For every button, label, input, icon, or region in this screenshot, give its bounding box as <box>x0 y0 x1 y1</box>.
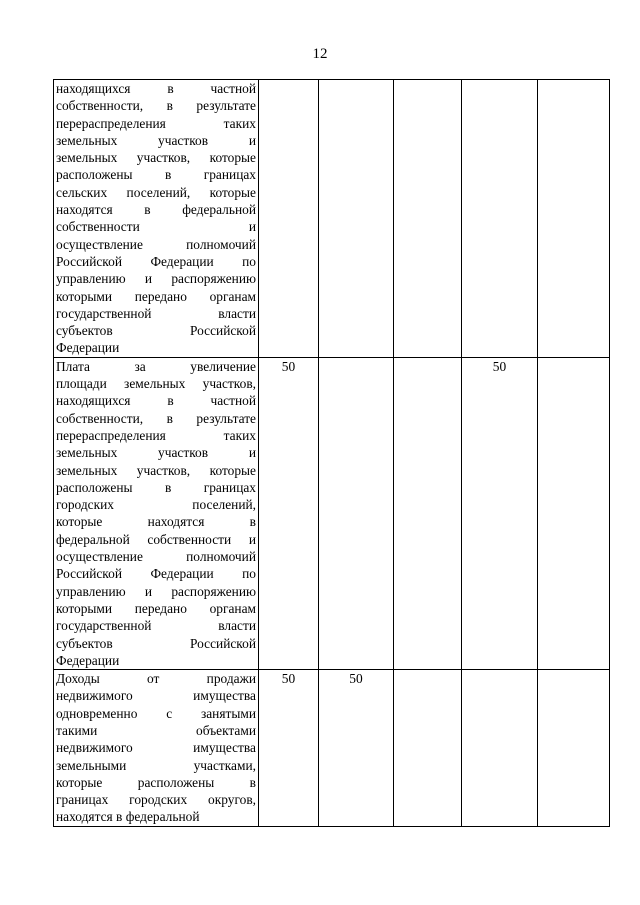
description-line: находящихся в частной <box>56 393 256 409</box>
description-line: недвижимого имущества <box>56 740 256 756</box>
description-line: управлению и распоряжению <box>56 271 256 287</box>
description-line: земельных участков, которые <box>56 462 256 478</box>
table-row <box>54 80 610 358</box>
value-cell <box>394 80 462 358</box>
description-line: Российской Федерации по <box>56 566 256 582</box>
value-cell <box>538 80 610 358</box>
value-cell <box>462 80 538 358</box>
description-line: городских поселений, <box>56 497 256 513</box>
value-cell <box>394 670 462 827</box>
value-cell: 50 <box>259 670 319 827</box>
value-cell <box>259 80 319 358</box>
description-line: сельских поселений, которые <box>56 184 256 200</box>
description-line: которые расположены в <box>56 774 256 790</box>
description-line: расположены в границах <box>56 167 256 183</box>
description-line: собственности и <box>56 219 256 235</box>
description-line: находятся в федеральной <box>56 809 200 825</box>
value-cell <box>462 670 538 827</box>
description-line: собственности, в результате <box>56 410 256 426</box>
row-description <box>54 670 259 827</box>
description-line: одновременно с занятыми <box>56 705 256 721</box>
description-line: земельных участков, которые <box>56 150 256 166</box>
description-line: находящихся в частной <box>56 81 256 96</box>
description-line: Доходы от продажи <box>56 671 256 687</box>
revenue-distribution-table <box>53 79 610 827</box>
description-line: осуществление полномочий <box>56 549 256 565</box>
description-line: такими объектами <box>56 722 256 738</box>
value-cell <box>538 357 610 669</box>
description-line: земельных участков и <box>56 445 256 461</box>
value-cell: 50 <box>319 670 394 827</box>
description-line: федеральной собственности и <box>56 531 256 547</box>
description-line: перераспределения таких <box>56 427 256 443</box>
description-line: которые находятся в <box>56 514 256 530</box>
description-line: государственной власти <box>56 305 256 321</box>
description-line: Плата за увеличение <box>56 358 256 374</box>
description-line: недвижимого имущества <box>56 688 256 704</box>
description-line: управлению и распоряжению <box>56 583 256 599</box>
value-cell <box>538 670 610 827</box>
value-cell: 50 <box>462 357 538 669</box>
description-line: Федерации <box>56 340 120 356</box>
description-line: осуществление полномочий <box>56 236 256 252</box>
description-line: границах городских округов, <box>56 792 256 808</box>
description-line: Федерации <box>56 652 120 668</box>
description-line: субъектов Российской <box>56 323 256 339</box>
description-line: перераспределения таких <box>56 115 256 131</box>
description-line: государственной власти <box>56 618 256 634</box>
value-cell <box>394 357 462 669</box>
description-line: площади земельных участков, <box>56 376 256 392</box>
description-line: субъектов Российской <box>56 635 256 651</box>
description-line: которыми передано органам <box>56 600 256 616</box>
description-line: собственности, в результате <box>56 98 256 114</box>
table-row <box>54 357 610 669</box>
description-line: расположены в границах <box>56 479 256 495</box>
description-line: земельных участков и <box>56 132 256 148</box>
value-cell: 50 <box>259 357 319 669</box>
description-line: земельными участками, <box>56 757 256 773</box>
description-line: находятся в федеральной <box>56 202 256 218</box>
table-row <box>54 670 610 827</box>
row-description <box>54 80 259 358</box>
description-line: которыми передано органам <box>56 288 256 304</box>
value-cell <box>319 80 394 358</box>
row-description <box>54 357 259 669</box>
value-cell <box>319 357 394 669</box>
page-number: 12 <box>312 46 328 62</box>
description-line: Российской Федерации по <box>56 253 256 269</box>
